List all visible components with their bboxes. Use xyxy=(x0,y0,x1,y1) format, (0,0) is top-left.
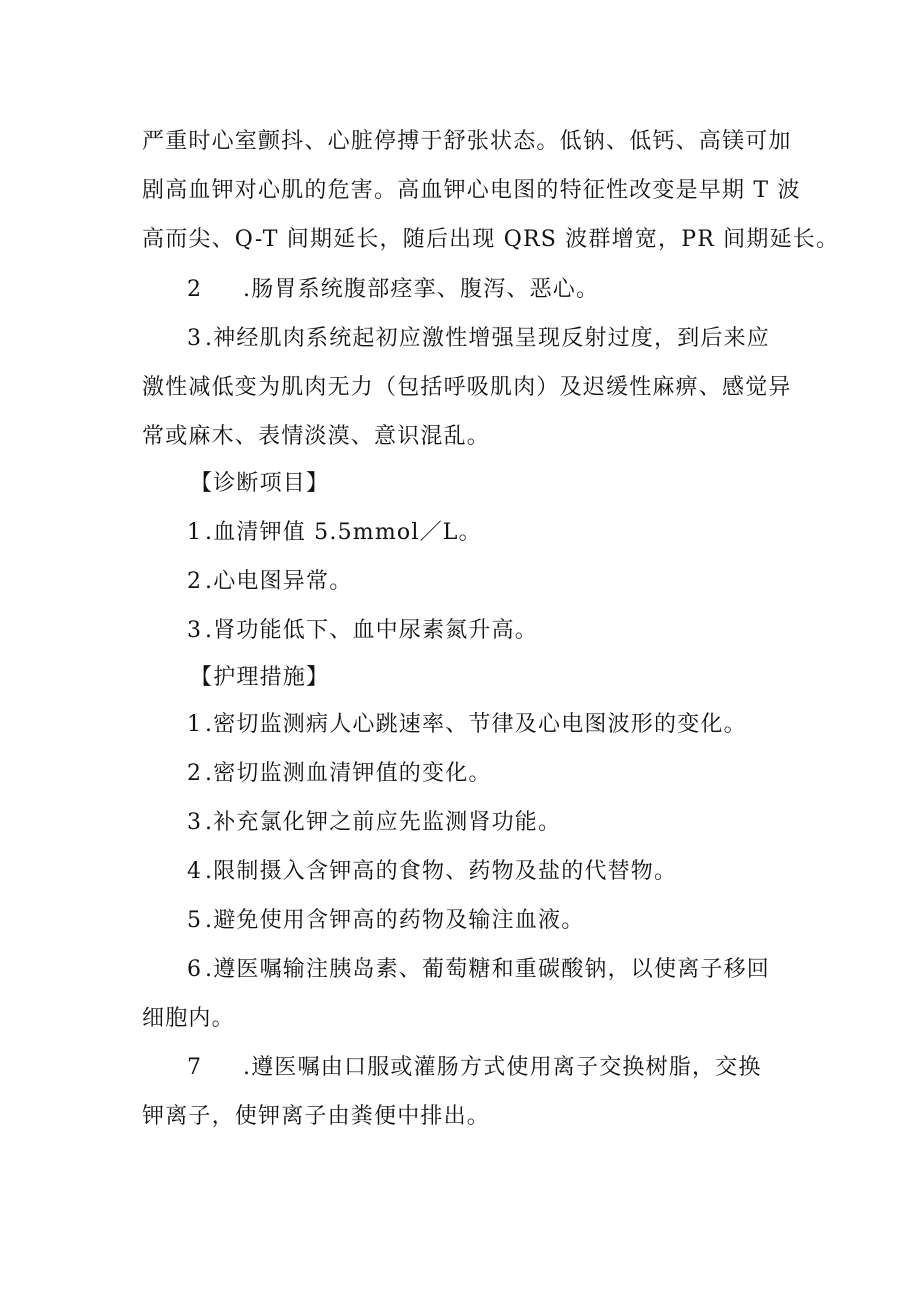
item-text: .肾功能低下、血中尿素氮升高。 xyxy=(205,618,538,643)
diagnosis-item-1 xyxy=(187,519,482,547)
item-text: .密切监测血清钾值的变化。 xyxy=(205,761,492,786)
item-text: .补充氯化钾之前应先监测肾功能。 xyxy=(205,810,562,835)
item-number: 4 xyxy=(187,859,203,884)
item-number: 3 xyxy=(187,810,203,835)
item-text: .心电图异常。 xyxy=(205,569,353,594)
item-text: .血清钾值 5.5mmol／L。 xyxy=(205,520,482,545)
symptom-item-3 xyxy=(187,325,770,353)
item-text: .遵医嘱由口服或灌肠方式使用离子交换树脂，交换 xyxy=(243,1055,762,1080)
care-item-2 xyxy=(187,760,492,788)
item-number: 1 xyxy=(187,712,203,737)
intro-line-1: 严重时心室颤抖、心脏停搏于舒张状态。低钠、低钙、高镁可加 xyxy=(142,129,792,154)
item-number: 5 xyxy=(187,908,203,933)
symptom-item-3-cont-2: 常或麻木、表情淡漠、意识混乱。 xyxy=(142,424,491,449)
diagnosis-item-2 xyxy=(187,568,352,596)
item-number: 3 xyxy=(187,618,203,643)
symptom-item-2 xyxy=(187,276,599,304)
item-text: .神经肌肉系统起初应激性增强呈现反射过度，到后来应 xyxy=(205,326,770,351)
care-item-6-cont: 细胞内。 xyxy=(142,1006,235,1031)
item-text: .密切监测病人心跳速率、节律及心电图波形的变化。 xyxy=(205,712,747,737)
item-text: .限制摄入含钾高的食物、药物及盐的代替物。 xyxy=(205,859,678,884)
item-number: 2 xyxy=(187,569,203,594)
item-text: .避免使用含钾高的药物及输注血液。 xyxy=(205,908,585,933)
care-heading: 【护理措施】 xyxy=(190,665,330,690)
care-item-5 xyxy=(187,907,584,935)
care-item-1 xyxy=(187,711,747,739)
item-number: 7 xyxy=(187,1055,203,1080)
intro-line-2: 剧高血钾对心肌的危害。高血钾心电图的特征性改变是早期 T 波 xyxy=(142,178,801,203)
care-item-7-cont: 钾离子，使钾离子由粪便中排出。 xyxy=(142,1104,491,1129)
symptom-item-3-cont-1: 激性减低变为肌肉无力（包括呼吸肌肉）及迟缓性麻痹、感觉异 xyxy=(142,375,792,400)
item-number: 2 xyxy=(187,277,203,302)
care-item-3 xyxy=(187,809,561,837)
care-item-6 xyxy=(187,956,770,984)
item-number: 3 xyxy=(187,326,203,351)
item-text: .遵医嘱输注胰岛素、葡萄糖和重碳酸钠，以使离子移回 xyxy=(205,957,770,982)
intro-line-3: 高而尖、Q-T 间期延长，随后出现 QRS 波群增宽，PR 间期延长。 xyxy=(142,227,840,252)
item-number: 2 xyxy=(187,761,203,786)
care-item-7 xyxy=(187,1054,762,1082)
care-item-4 xyxy=(187,858,677,886)
item-number: 1 xyxy=(187,520,203,545)
diagnosis-heading: 【诊断项目】 xyxy=(190,471,330,496)
diagnosis-item-3 xyxy=(187,617,538,645)
item-text: .肠胃系统腹部痉挛、腹泻、恶心。 xyxy=(243,277,600,302)
item-number: 6 xyxy=(187,957,203,982)
